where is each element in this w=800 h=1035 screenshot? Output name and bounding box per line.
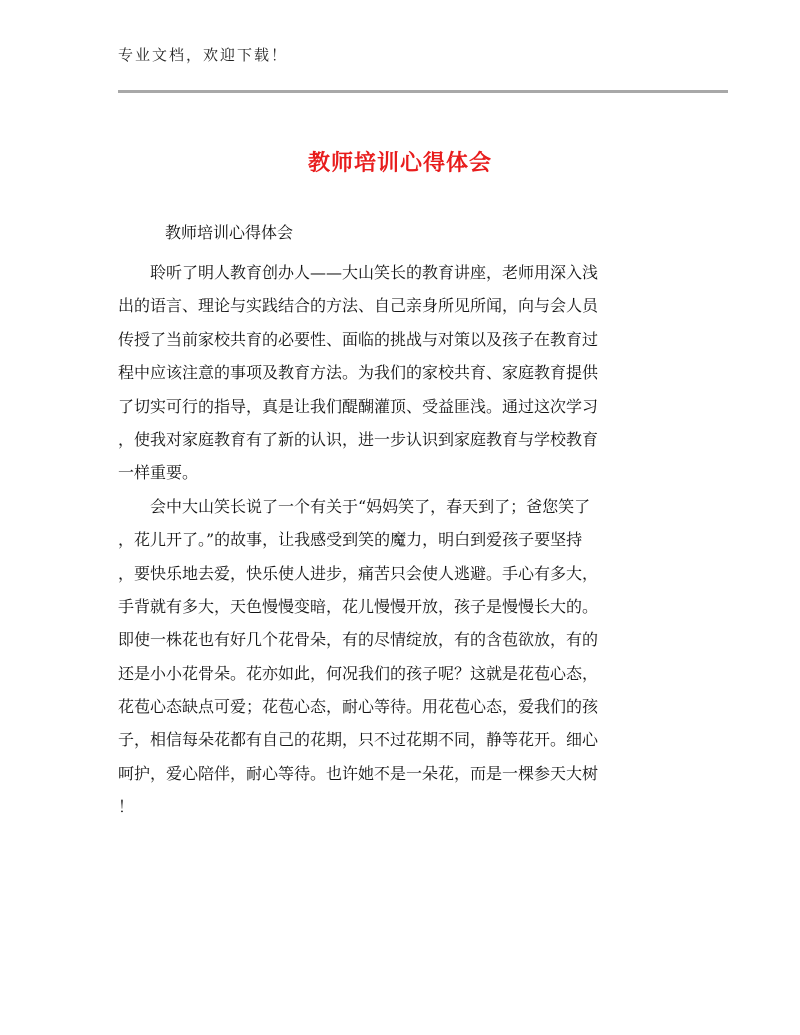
body-line: 会中大山笑长说了一个有关于“妈妈笑了，春天到了；爸您笑了	[118, 496, 591, 516]
body-line: 了切实可行的指导，真是让我们醍醐灌顶、受益匪浅。通过这次学习	[118, 396, 599, 416]
body-line: 手背就有多大，天色慢慢变暗，花儿慢慢开放，孩子是慢慢长大的。	[118, 596, 599, 616]
body-line: 传授了当前家校共育的必要性、面临的挑战与对策以及孩子在教育过	[118, 329, 599, 349]
body-line: ，要快乐地去爱，快乐使人进步，痛苦只会使人逃避。手心有多大，	[118, 563, 599, 583]
body-line: ，使我对家庭教育有了新的认识，进一步认识到家庭教育与学校教育	[118, 429, 599, 449]
header-divider	[118, 90, 728, 93]
body-line: 还是小小花骨朵。花亦如此，何况我们的孩子呢？这就是花苞心态，	[118, 663, 599, 683]
body-line: 聆听了明人教育创办人——大山笑长的教育讲座，老师用深入浅	[118, 263, 599, 282]
document-title: 教师培训心得体会	[307, 151, 492, 176]
body-line: 花苞心态缺点可爱；花苞心态，耐心等待。用花苞心态，爱我们的孩	[118, 697, 599, 717]
page-header: 专业文档，欢迎下载！	[118, 46, 289, 64]
body-line: 即使一株花也有好几个花骨朵，有的尽情绽放，有的含苞欲放，有的	[118, 630, 599, 650]
body-line: 程中应该注意的事项及教育方法。为我们的家校共育、家庭教育提供	[118, 363, 599, 383]
body-line: 呵护，爱心陪伴，耐心等待。也许她不是一朵花，而是一棵参天大树	[118, 763, 599, 783]
body-line: 出的语言、理论与实践结合的方法、自己亲身所见所闻，向与会人员	[118, 296, 599, 316]
document-body	[118, 256, 678, 824]
document-subtitle: 教师培训心得体会	[165, 223, 294, 242]
body-line: ！	[118, 797, 135, 817]
body-line: 子，相信每朵花都有自己的花期，只不过花期不同，静等花开。细心	[118, 730, 599, 750]
body-line: 一样重要。	[118, 463, 199, 483]
body-line: ，花儿开了。”的故事，让我感受到笑的魔力，明白到爱孩子要坚持	[118, 530, 583, 550]
